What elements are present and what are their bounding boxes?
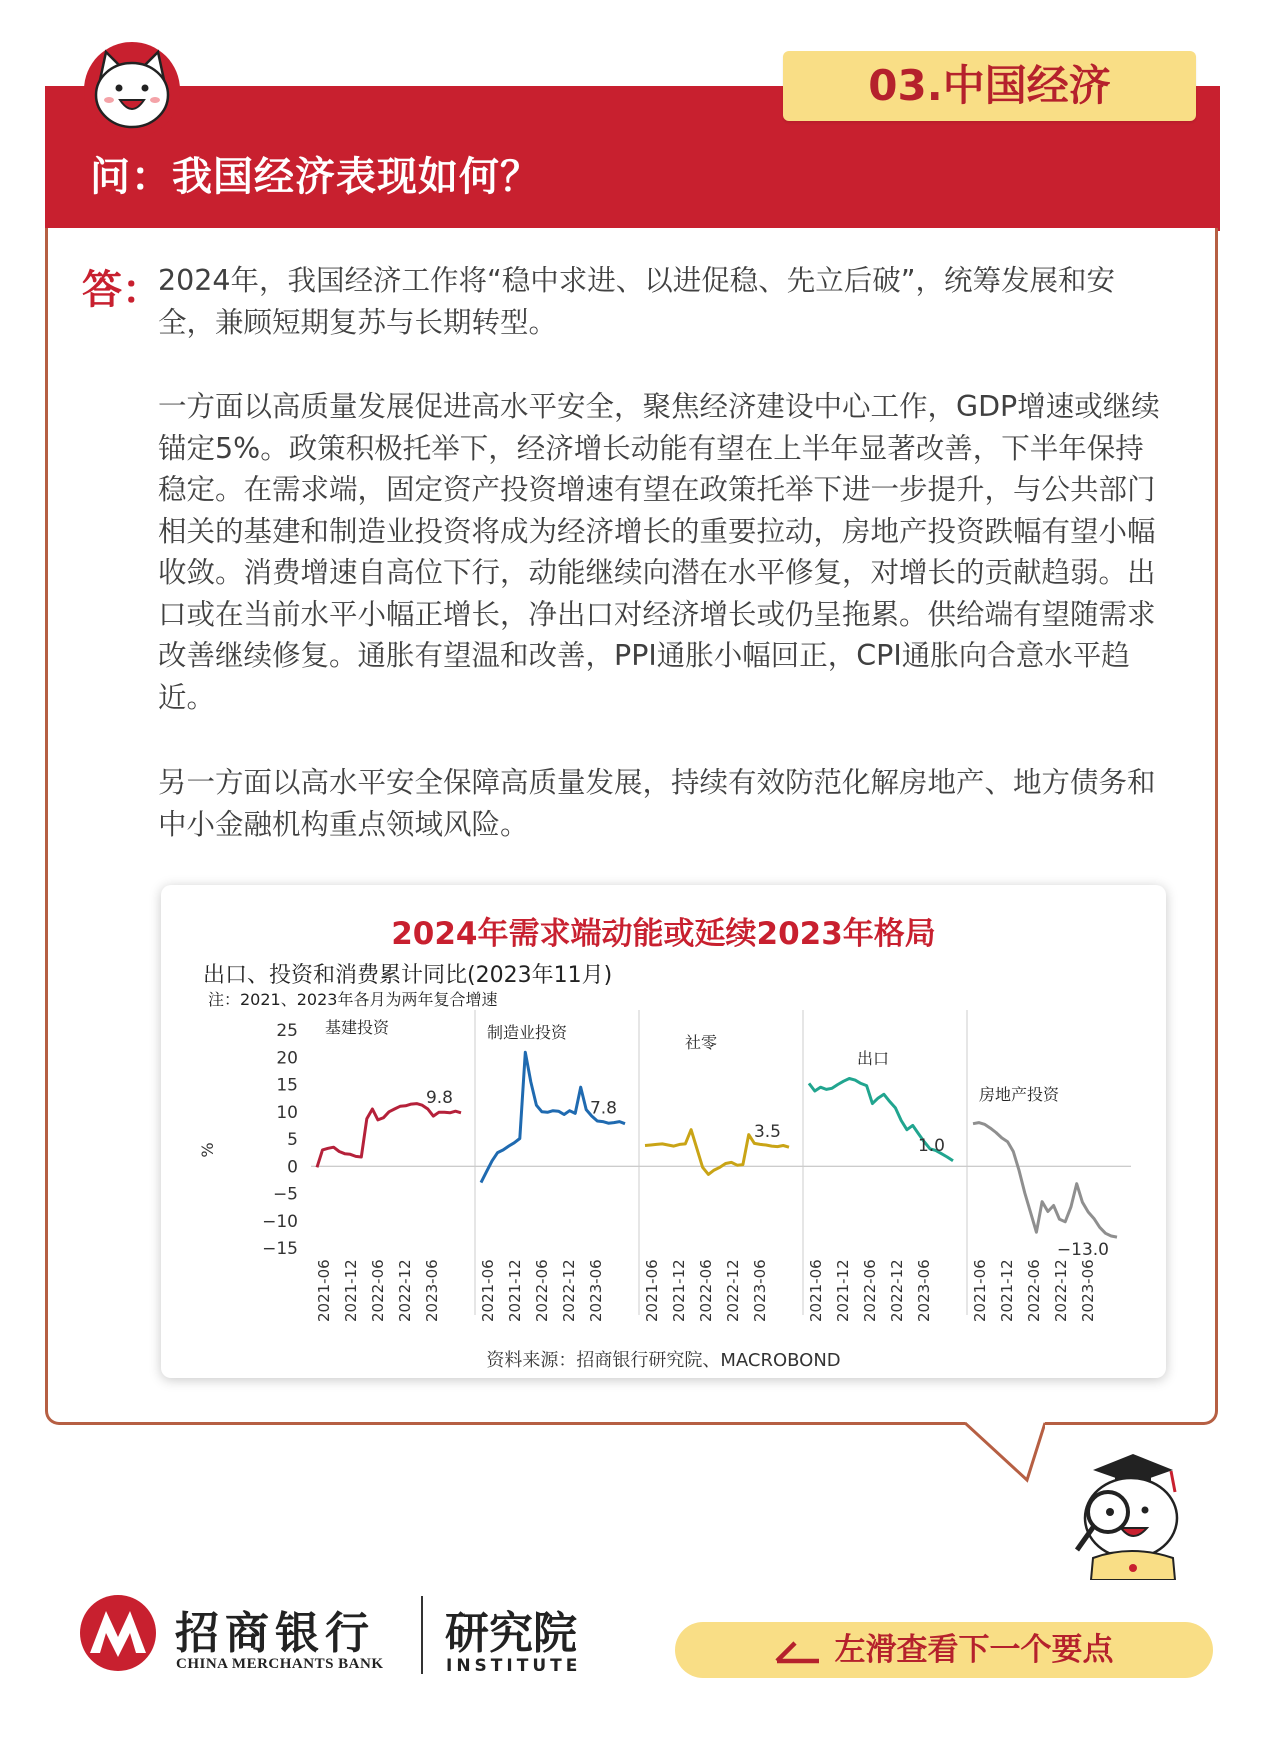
x-tick-label: 2021-12 [670,1259,688,1322]
swipe-arrow-icon [775,1639,821,1665]
end-value-label: 7.8 [589,1098,617,1119]
x-tick-label: 2023-06 [423,1259,441,1322]
y-tick-label: −5 [272,1184,298,1205]
x-tick-label: 2022-12 [888,1259,906,1322]
x-tick-label: 2023-06 [1079,1259,1097,1322]
end-value-label: 3.5 [753,1122,781,1143]
x-tick-label: 2022-06 [369,1259,387,1322]
next-point-label: 左滑查看下一个要点 [834,1632,1114,1668]
chart-note: 注：2021、2023年各月为两年复合增速 [208,990,498,1009]
cat-mascot-icon [82,40,182,140]
x-tick-label: 2021-12 [506,1259,524,1322]
x-tick-label: 2021-06 [971,1259,989,1322]
y-axis-label: % [198,1142,217,1158]
x-tick-label: 2022-12 [1052,1259,1070,1322]
chart-source: 资料来源：招商银行研究院、MACROBOND [486,1350,841,1371]
panel-name: 房地产投资 [979,1085,1060,1104]
x-tick-label: 2021-06 [479,1259,497,1322]
answer-paragraph-1: 2024年，我国经济工作将“稳中求进、以进促稳、先立后破”，统筹发展和安全，兼顾短期复苏与长期转型。 [158,264,1116,339]
chart-title: 2024年需求端动能或延续2023年格局 [391,916,936,952]
end-value-label: 9.8 [425,1087,453,1108]
demand-chart [161,1000,1166,1340]
x-tick-label: 2021-06 [315,1259,333,1322]
y-tick-label: 0 [287,1157,298,1178]
x-tick-label: 2022-12 [560,1259,578,1322]
y-tick-label: 5 [287,1130,298,1150]
x-tick-label: 2022-06 [533,1259,551,1322]
next-point-button[interactable] [675,1622,1213,1678]
x-tick-label: 2021-12 [834,1259,852,1322]
x-tick-label: 2022-12 [396,1259,414,1322]
x-tick-label: 2022-06 [697,1259,715,1322]
x-tick-label: 2021-12 [998,1259,1016,1322]
institute-name-cn: 研究院 [445,1608,577,1659]
bank-name-en: CHINA MERCHANTS BANK [176,1656,384,1672]
institute-name-en: INSTITUTE [446,1656,582,1676]
x-tick-label: 2023-06 [751,1259,769,1322]
chart-subtitle: 出口、投资和消费累计同比(2023年11月) [203,963,613,988]
panel-name: 制造业投资 [487,1023,568,1042]
answer-paragraph-2: 一方面以高质量发展促进高水平安全，聚焦经济建设中心工作，GDP增速或继续锚定5%。政策积极托举下，经济增长动能有望在上半年显著改善，下半年保持稳定。在需求端，固定资产投资增速有望在政策托举下进一步提升，与公共部门相关的基建和制造业投资将成为经济增长的重要拉动，房地产投资跌幅有望小幅收敛。消费增速自高位下行，动能继续向潜在水平修复，对增长的贡献趋弱。出口或在当前水平小幅正增长，净出口对经济增长或仍呈拖累。供给端有望随需求改善继续修复。通胀有望温和改善，PPI通胀小幅回正，CPI通胀向合意水平趋近。 [158,390,1160,714]
end-value-label: 1.0 [917,1135,945,1156]
y-tick-label: −15 [262,1239,298,1259]
cat-scholar-mascot-icon [1063,1440,1188,1580]
x-tick-label: 2022-06 [1025,1259,1043,1322]
x-tick-label: 2021-06 [807,1259,825,1322]
answer-label: 答： [82,267,162,313]
speech-tail [965,1422,1045,1484]
cmb-logo-icon [78,1593,158,1673]
x-tick-label: 2023-06 [587,1259,605,1322]
y-tick-label: 25 [276,1021,298,1041]
section-tag: 03.中国经济 [783,51,1196,121]
bank-name-cn: 招商银行 [175,1608,375,1659]
x-tick-label: 2022-12 [724,1259,742,1322]
x-tick-label: 2021-06 [643,1259,661,1322]
panel-name: 社零 [685,1033,718,1052]
answer-paragraph-3: 另一方面以高水平安全保障高质量发展，持续有效防范化解房地产、地方债务和中小金融机构重点领域风险。 [158,766,1156,841]
y-tick-label: −10 [262,1211,298,1232]
series-line [973,1123,1117,1238]
y-tick-label: 10 [276,1102,298,1123]
y-tick-label: 15 [276,1075,298,1096]
logo-divider [421,1596,423,1674]
x-tick-label: 2022-06 [861,1259,879,1322]
series-line [317,1104,461,1168]
panel-name: 基建投资 [325,1018,390,1037]
question-title: 问：我国经济表现如何？ [90,154,541,200]
y-tick-label: 20 [276,1048,298,1069]
end-value-label: −13.0 [1056,1240,1109,1261]
panel-name: 出口 [857,1049,890,1068]
x-tick-label: 2021-12 [342,1259,360,1322]
x-tick-label: 2023-06 [915,1259,933,1322]
